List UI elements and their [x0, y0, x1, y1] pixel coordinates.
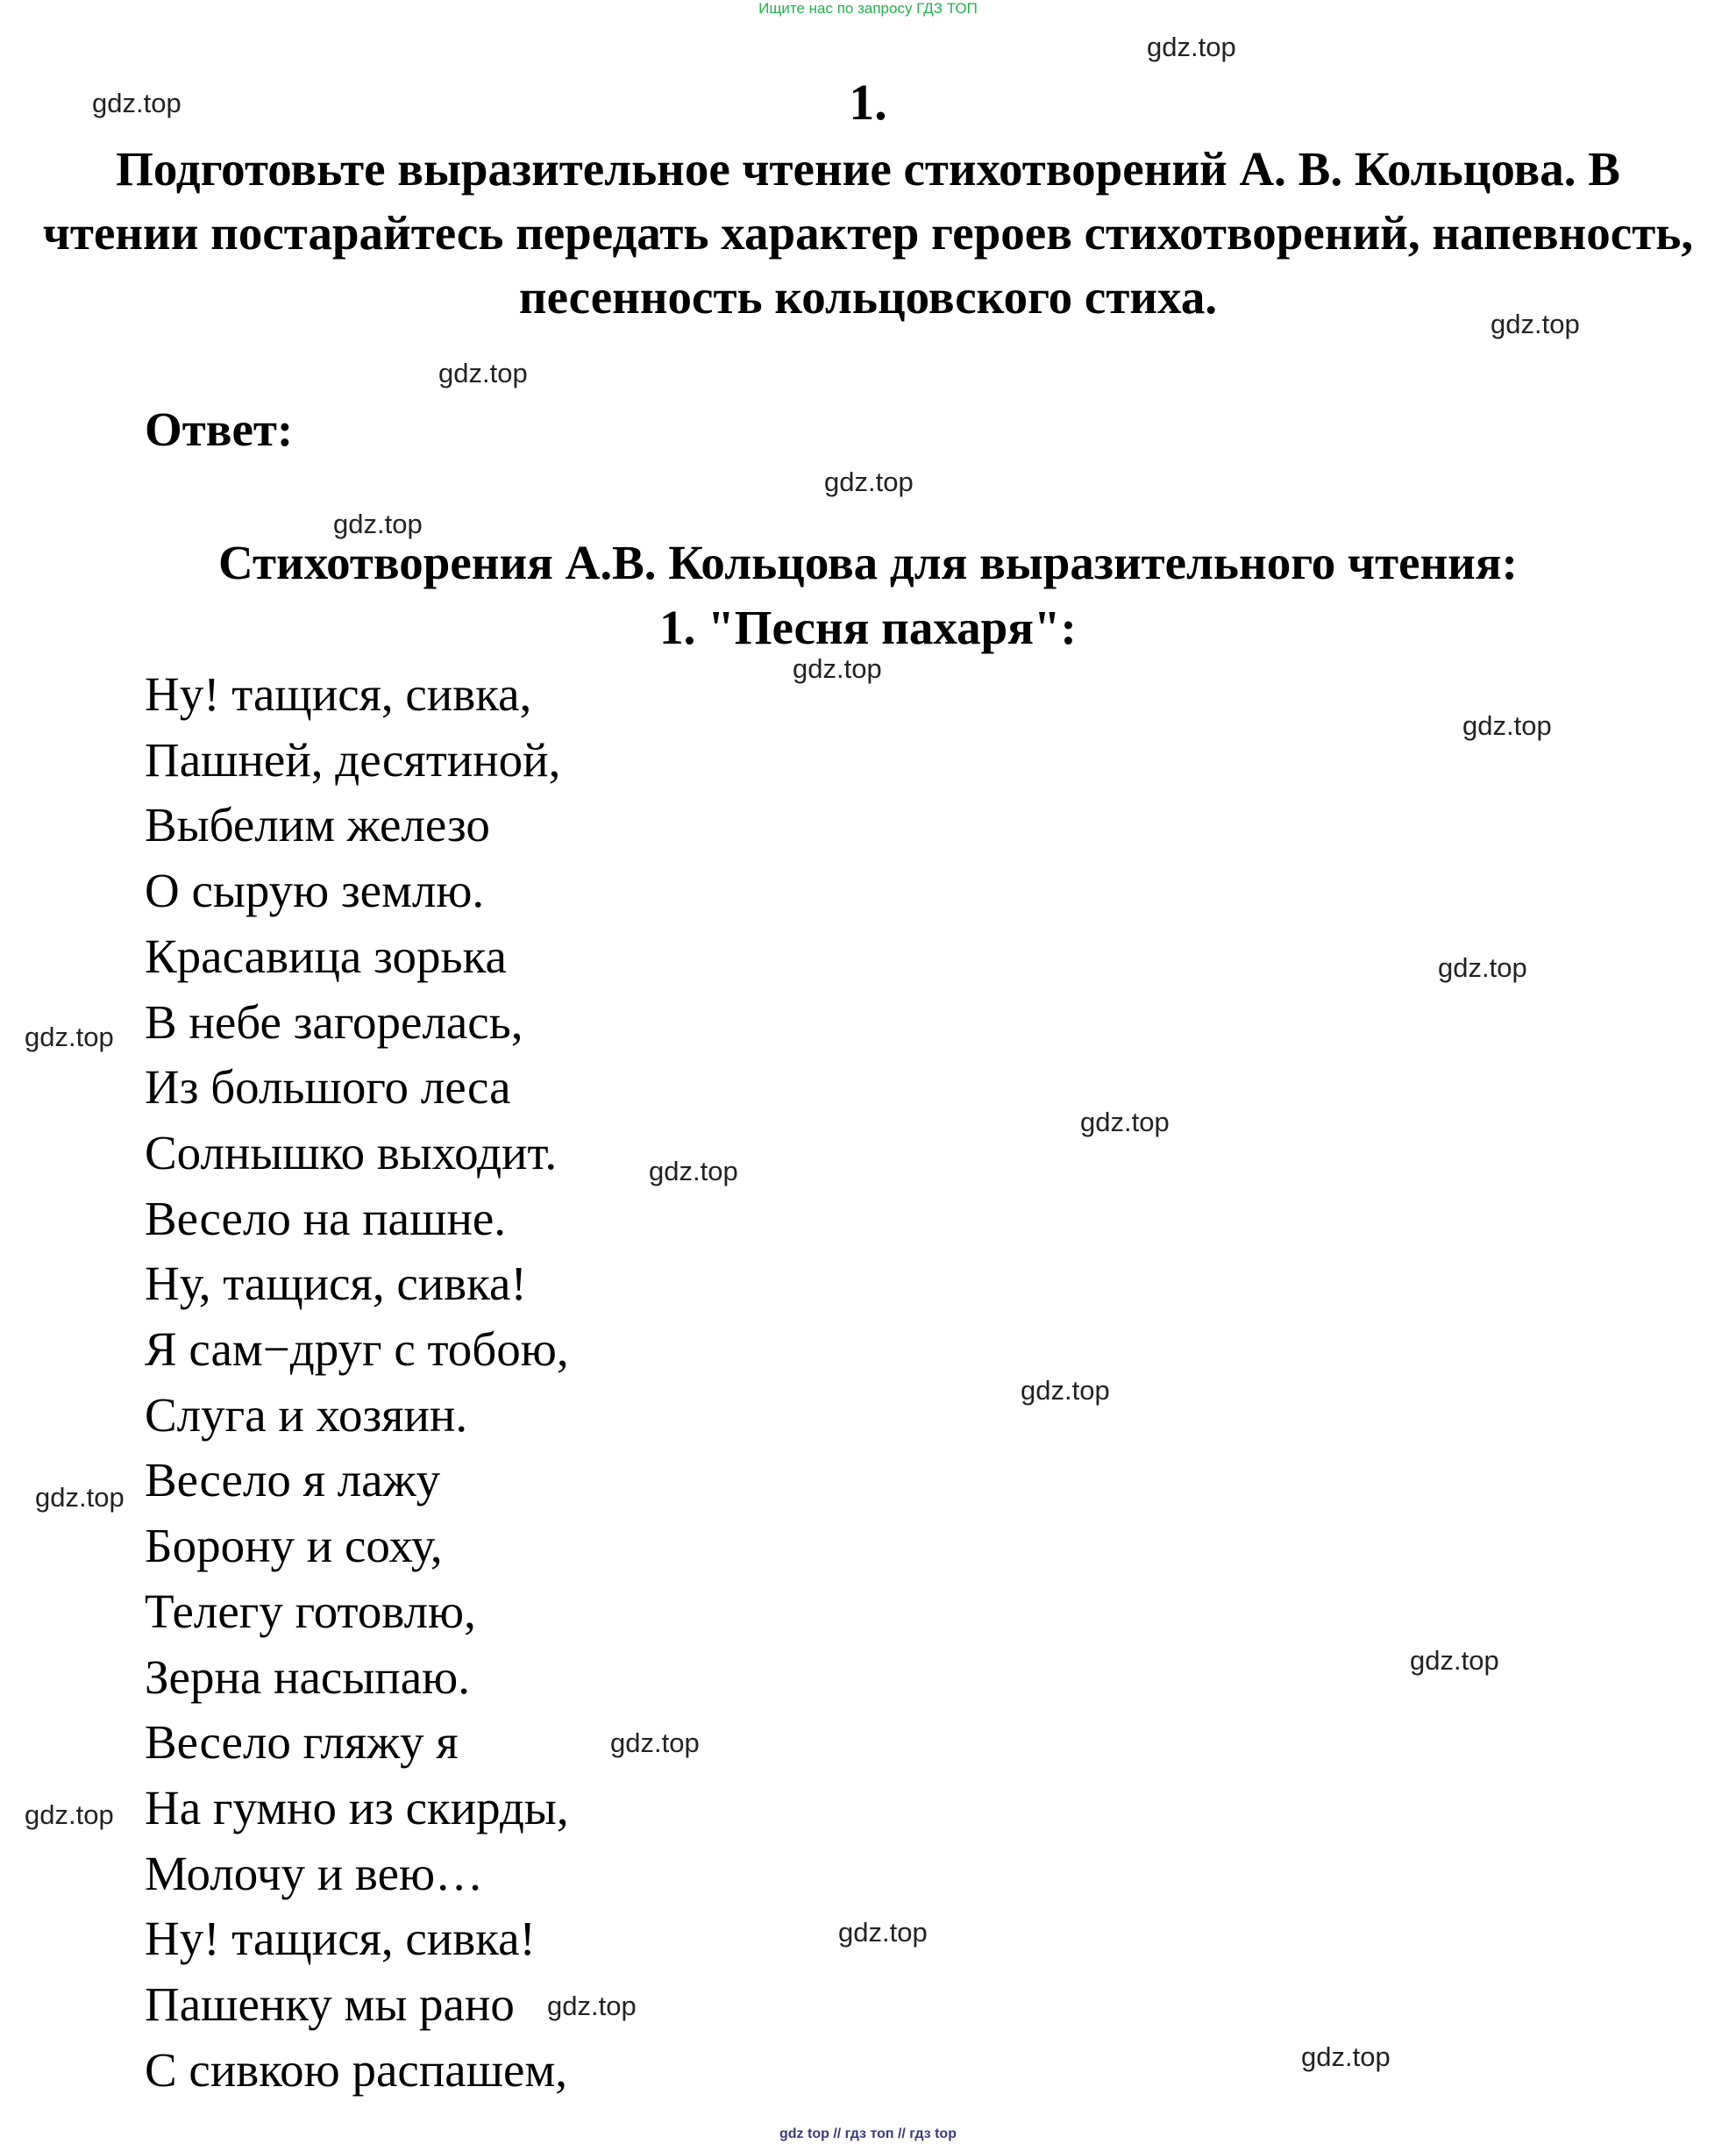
watermark: gdz.top [25, 1799, 114, 1830]
watermark: gdz.top [1301, 2041, 1391, 2072]
poem-line: Из большого леса [145, 1060, 511, 1115]
top-banner: Ищите нас по запросу ГДЗ ТОП [758, 0, 978, 17]
poem-line: Ну, тащися, сивка! [145, 1257, 527, 1311]
poem-line: Ну! тащися, сивка, [145, 667, 532, 721]
poem-line: С сивкою распашем, [145, 2042, 568, 2097]
watermark: gdz.top [25, 1022, 114, 1052]
poem-line: О сырую землю. [145, 864, 485, 918]
watermark: gdz.top [610, 1727, 700, 1758]
watermark: gdz.top [1080, 1107, 1170, 1137]
poem-line: Борону и соху, [145, 1519, 443, 1573]
poems-heading [0, 531, 1736, 660]
poem-line: Молочу и вею… [145, 1846, 484, 1900]
poem-line: Пашней, десятиной, [145, 732, 561, 787]
watermark: gdz.top [1410, 1645, 1499, 1676]
poem-line: Весело гляжу я [145, 1715, 459, 1770]
watermark: gdz.top [1462, 710, 1552, 741]
watermark: gdz.top [547, 1991, 637, 2021]
poem-text [145, 662, 569, 2103]
watermark: gdz.top [92, 88, 181, 118]
poem-line: Солнышко выходит. [145, 1125, 558, 1179]
poem-line: Телегу готовлю, [145, 1584, 476, 1638]
watermark: gdz.top [35, 1482, 125, 1513]
poem-title: 1. "Песня пахаря": [659, 601, 1077, 654]
poem-line: Зерна насыпаю. [145, 1649, 470, 1704]
poem-line: Весело я лажу [145, 1453, 441, 1507]
poem-line: В небе загорелась, [145, 994, 523, 1049]
poem-line: На гумно из скирды, [145, 1780, 569, 1834]
poem-line: Выбелим железо [145, 798, 490, 852]
poem-line: Я сам−друг с тобою, [145, 1322, 569, 1377]
watermark: gdz.top [649, 1156, 738, 1186]
poem-line: Красавица зорька [145, 929, 507, 983]
task-number: 1. [849, 74, 887, 131]
poem-line: Весело на пашне. [145, 1191, 507, 1245]
watermark: gdz.top [824, 467, 914, 497]
watermark: gdz.top [1438, 952, 1527, 983]
answer-label: Ответ: [145, 402, 294, 456]
poems-heading-title: Стихотворения А.В. Кольцова для выразительного чтения: [218, 536, 1518, 589]
watermark: gdz.top [1491, 309, 1580, 339]
watermark: gdz.top [333, 509, 423, 539]
poem-line: Слуга и хозяин. [145, 1387, 468, 1442]
task-text: Подготовьте выразительное чтение стихотворений А. В. Кольцова. В чтении постарайтесь передать характер героев стихотворений, напевность, песенность кольцовского стиха. [42, 142, 1694, 324]
watermark: gdz.top [838, 1917, 928, 1948]
poem-line: Пашенку мы рано [145, 1977, 515, 2032]
watermark: gdz.top [1147, 32, 1236, 62]
poem-line: Ну! тащися, сивка! [145, 1912, 536, 1966]
watermark: gdz.top [438, 358, 528, 388]
watermark: gdz.top [1021, 1375, 1110, 1406]
bottom-banner: gdz top // гдз топ // гдз top [779, 2126, 957, 2141]
watermark: gdz.top [793, 653, 882, 684]
